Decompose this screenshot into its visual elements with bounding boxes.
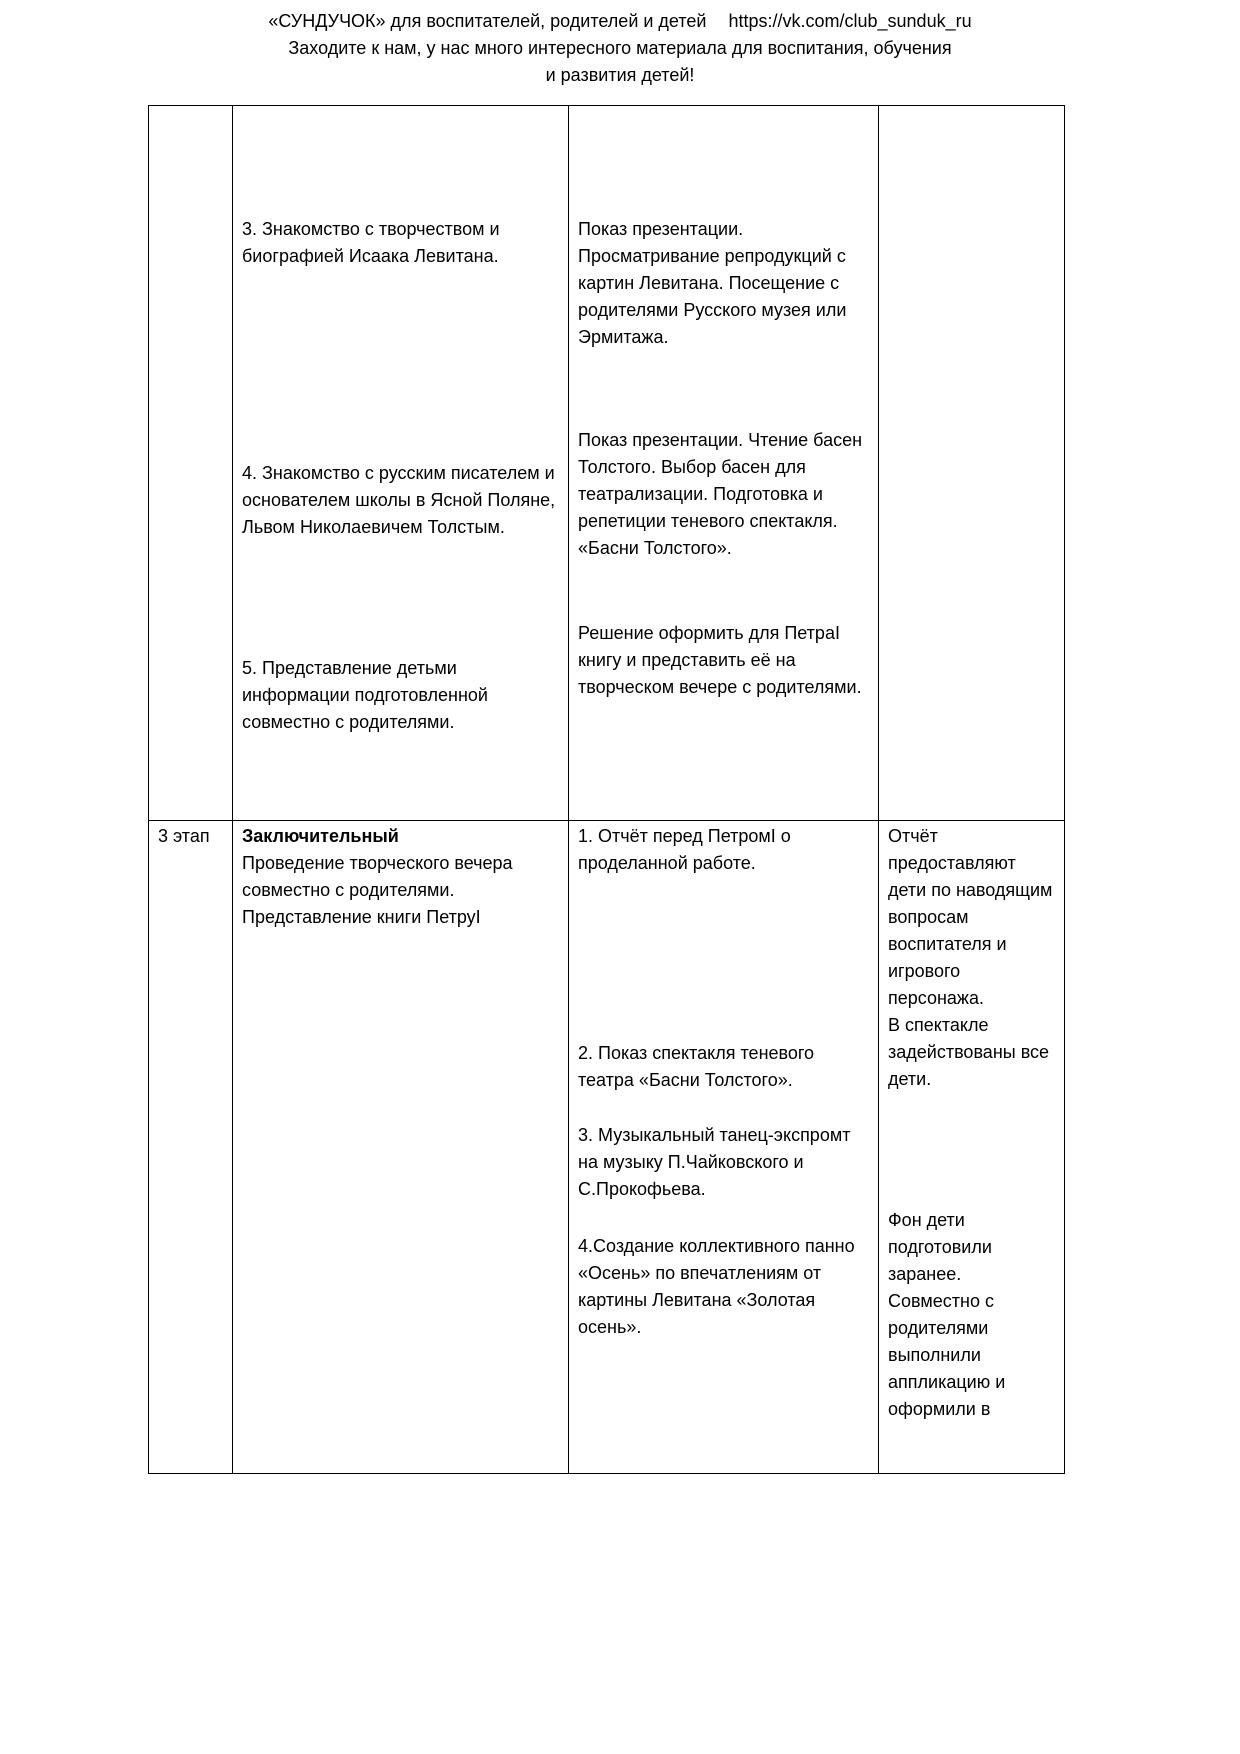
header-line-2: Заходите к нам, у нас много интересного материала для воспитания, обучения [288, 38, 952, 58]
cell-stage-label: 3 этап [149, 821, 233, 1474]
stage-description: Проведение творческого вечера совместно с родителями. Представление книги ПетруI [242, 853, 513, 927]
note-background: Фон дети подготовили заранее. Совместно с родителями выполнили аппликацию и оформили в [888, 1210, 1006, 1419]
note-report: Отчёт предоставляют дети по наводящим вопросам воспитателя и игрового персонажа. [888, 826, 1053, 1008]
implementation-final-4: 4.Создание коллективного панно «Осень» по впечатлениям от картины Левитана «Золотая осень». [578, 1236, 855, 1337]
stage-title: Заключительный [242, 826, 399, 846]
implementation-final-1: 1. Отчёт перед ПетромI о проделанной работе. [578, 826, 791, 873]
table-row-stage-3 [149, 821, 1065, 1474]
cell-implementation-continued [569, 106, 879, 821]
header-line-3: и развития детей! [545, 65, 695, 85]
cell-stage-empty [149, 106, 233, 821]
implementation-item-3: Показ презентации. Просматривание репродукций с картин Левитана. Посещение с родителями Русского музея или Эрмитажа. [578, 219, 847, 347]
cell-implementation-final [569, 821, 879, 1474]
activity-item-4: 4. Знакомство с русским писателем и основателем школы в Ясной Поляне, Львом Николаевичем Толстым. [242, 463, 556, 537]
cell-notes-empty [879, 106, 1065, 821]
note-performance: В спектакле задействованы все дети. [888, 1015, 1050, 1089]
implementation-final-2: 2. Показ спектакля теневого театра «Басни Толстого». [578, 1043, 815, 1090]
table-row-continued [149, 106, 1065, 821]
page-header [0, 8, 1240, 89]
cell-activities-continued [233, 106, 569, 821]
cell-notes-final [879, 821, 1065, 1474]
implementation-item-4: Показ презентации. Чтение басен Толстого. Выбор басен для театрализации. Подготовка и репетиции теневого спектакля. «Басни Толстого». [578, 430, 863, 558]
header-url: https://vk.com/club_sunduk_ru [728, 11, 972, 31]
implementation-final-3: 3. Музыкальный танец-экспромт на музыку П.Чайковского и С.Прокофьева. [578, 1125, 851, 1199]
header-title: «СУНДУЧОК» для воспитателей, родителей и детей [268, 11, 707, 31]
activity-item-5: 5. Представление детьми информации подготовленной совместно с родителями. [242, 658, 488, 732]
activity-item-3: 3. Знакомство с творчеством и биографией Исаака Левитана. [242, 219, 500, 266]
cell-activities-final [233, 821, 569, 1474]
project-stages-table [148, 105, 1065, 1474]
header-line-1 [0, 8, 1240, 35]
implementation-item-5: Решение оформить для ПетраI книгу и представить её на творческом вечере с родителями. [578, 623, 862, 697]
